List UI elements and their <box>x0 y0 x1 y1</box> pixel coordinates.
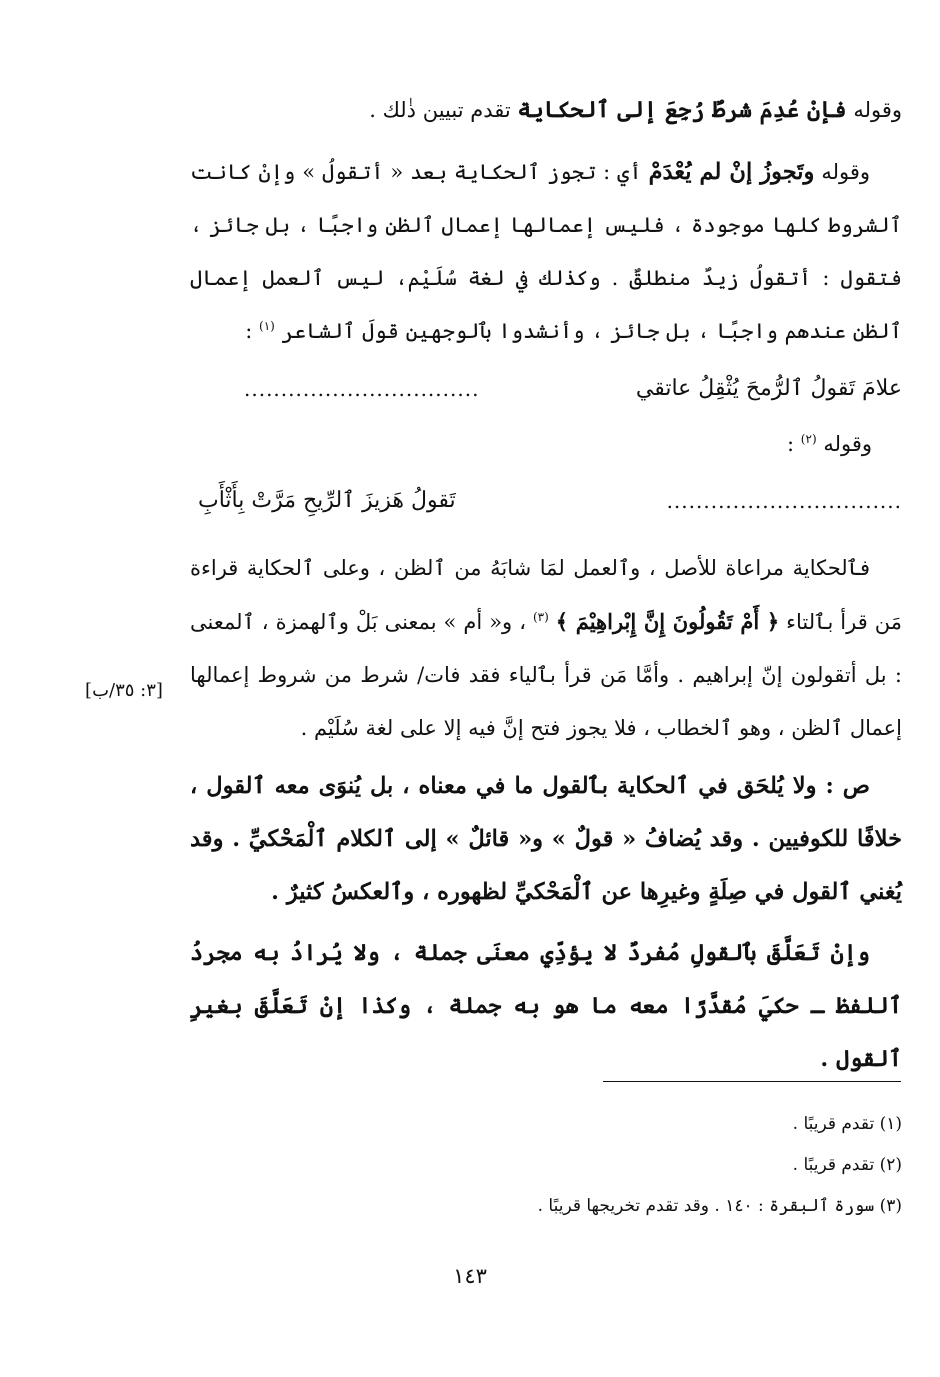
paragraph-2-lead: وقوله <box>821 160 870 184</box>
paragraph-1-bold: فإنْ عُدِمَ شرطٌ رُجِعَ إلى ٱلحكاية <box>517 97 847 123</box>
paragraph-4-lead: فٱلحكاية مراعاة للأصل ، وٱلعمل لمَا شابَهُ من ٱلظن ، وعلى ٱلحكاية قراءة مَن قرأ بٱلتاء <box>190 556 902 634</box>
paragraph-2-colon: : <box>245 319 253 343</box>
footnote-ref-2: (٢) <box>800 432 817 446</box>
footnote-2: (٢) تقدم قريبًا . <box>792 1155 902 1175</box>
paragraph-4-body: ، و« أم » بمعنى بَلْ وٱلهمزة ، ٱلمعنى : بل أتقولون إنّ إبراهيم . وأمَّا مَن قرأ بٱلياء فقد فات/ شرط من شروط إعمالها إعمال ٱلظن ، وهو ٱلخطاب ، فلا يجوز فتح إنَّ فيه إلا على لغة سُلَيْم . <box>190 610 902 740</box>
paragraph-3-colon: : <box>787 432 795 456</box>
footnote-separator <box>603 1081 901 1082</box>
paragraph-2 <box>190 146 902 358</box>
footnote-1: (١) تقدم قريبًا . <box>792 1114 902 1134</box>
paragraph-3-lead: وقوله <box>823 432 872 456</box>
verse-1-hemistich: علامَ تَقولُ ٱلرُّمحَ يُثْقِلُ عاتقي <box>635 376 902 401</box>
paragraph-1-lead: وقوله <box>853 98 902 122</box>
paragraph-2-bold: وتَجوزُ إنْ لم يُعْدَمْ <box>648 159 815 185</box>
paragraph-6: وإنْ تَعَلَّقَ بٱلقولِ مُفردٌ لا يؤدِّي معنَى جملة ، ولا يُرادُ به مجردُ ٱللفظ ـ حكيَ مُقدَّرًا معه ما هو به جملة ، وكذا إنْ تَعَلَّقَ بغيرِ ٱلقول . <box>190 940 902 1072</box>
paragraph-2-body: أي : تجوز ٱلحكاية بعد « أتقولُ » وإنْ كانت ٱلشروط كلها موجودة ، فليس إعمالها إعمال ٱلظن واجبًا ، بل جائز ، فتقول : أتقولُ زيدٌ منطلقٌ . وكذٰلك في لغة سُلَيْم، ليس ٱلعمل إعمال ٱلظن عندهم واجبًا ، بل جائز ، وأنشدوا بٱلوجهين قولَ ٱلشاعر <box>190 160 902 343</box>
footnote-ref-3: (٣) <box>532 610 549 624</box>
verse-1-ellipsis: ................................ <box>244 377 480 401</box>
paragraph-5: ص : ولا يُلحَق في ٱلحكاية بٱلقول ما في معناه ، بل يُنوَى معه ٱلقول ، خلافًا للكوفيين . وقد يُضافُ « قولٌ » و« قائلٌ » إلى ٱلكلام ٱلْمَحْكيِّ . وقد يُغني ٱلقول في صِلَةٍ وغيرِها عن ٱلْمَحْكيِّ لظهوره ، وٱلعكسُ كثيرٌ . <box>190 773 902 905</box>
margin-manuscript-ref: [٣: ٣٥/ب] <box>85 680 163 701</box>
paragraph-3 <box>190 418 902 471</box>
footnote-3: (٣) سورة ٱلبقرة : ١٤٠ . وقد تقدم تخريجها قريبًا . <box>537 1196 902 1216</box>
paragraph-4 <box>190 542 902 755</box>
verse-2 <box>190 476 902 526</box>
verse-2-ellipsis: ................................ <box>666 489 902 513</box>
paragraph-1-rest: تقدم تبيين ذٰلك . <box>369 98 511 122</box>
footnote-ref-1: (١) <box>259 319 275 333</box>
footnotes <box>190 1104 902 1227</box>
page-number: ١٤٣ <box>453 1264 487 1288</box>
quran-citation: ﴿ أَمْ تَقُولُونَ إِنَّ إِبْراهِيْمَ ﴾ <box>555 609 780 634</box>
paragraph-1 <box>190 84 902 137</box>
verse-1 <box>190 364 902 414</box>
verse-2-hemistich: تَقولُ هَزيزَ ٱلرِّيحِ مَرَّتْ بِأَثْأَبِ <box>198 488 456 513</box>
